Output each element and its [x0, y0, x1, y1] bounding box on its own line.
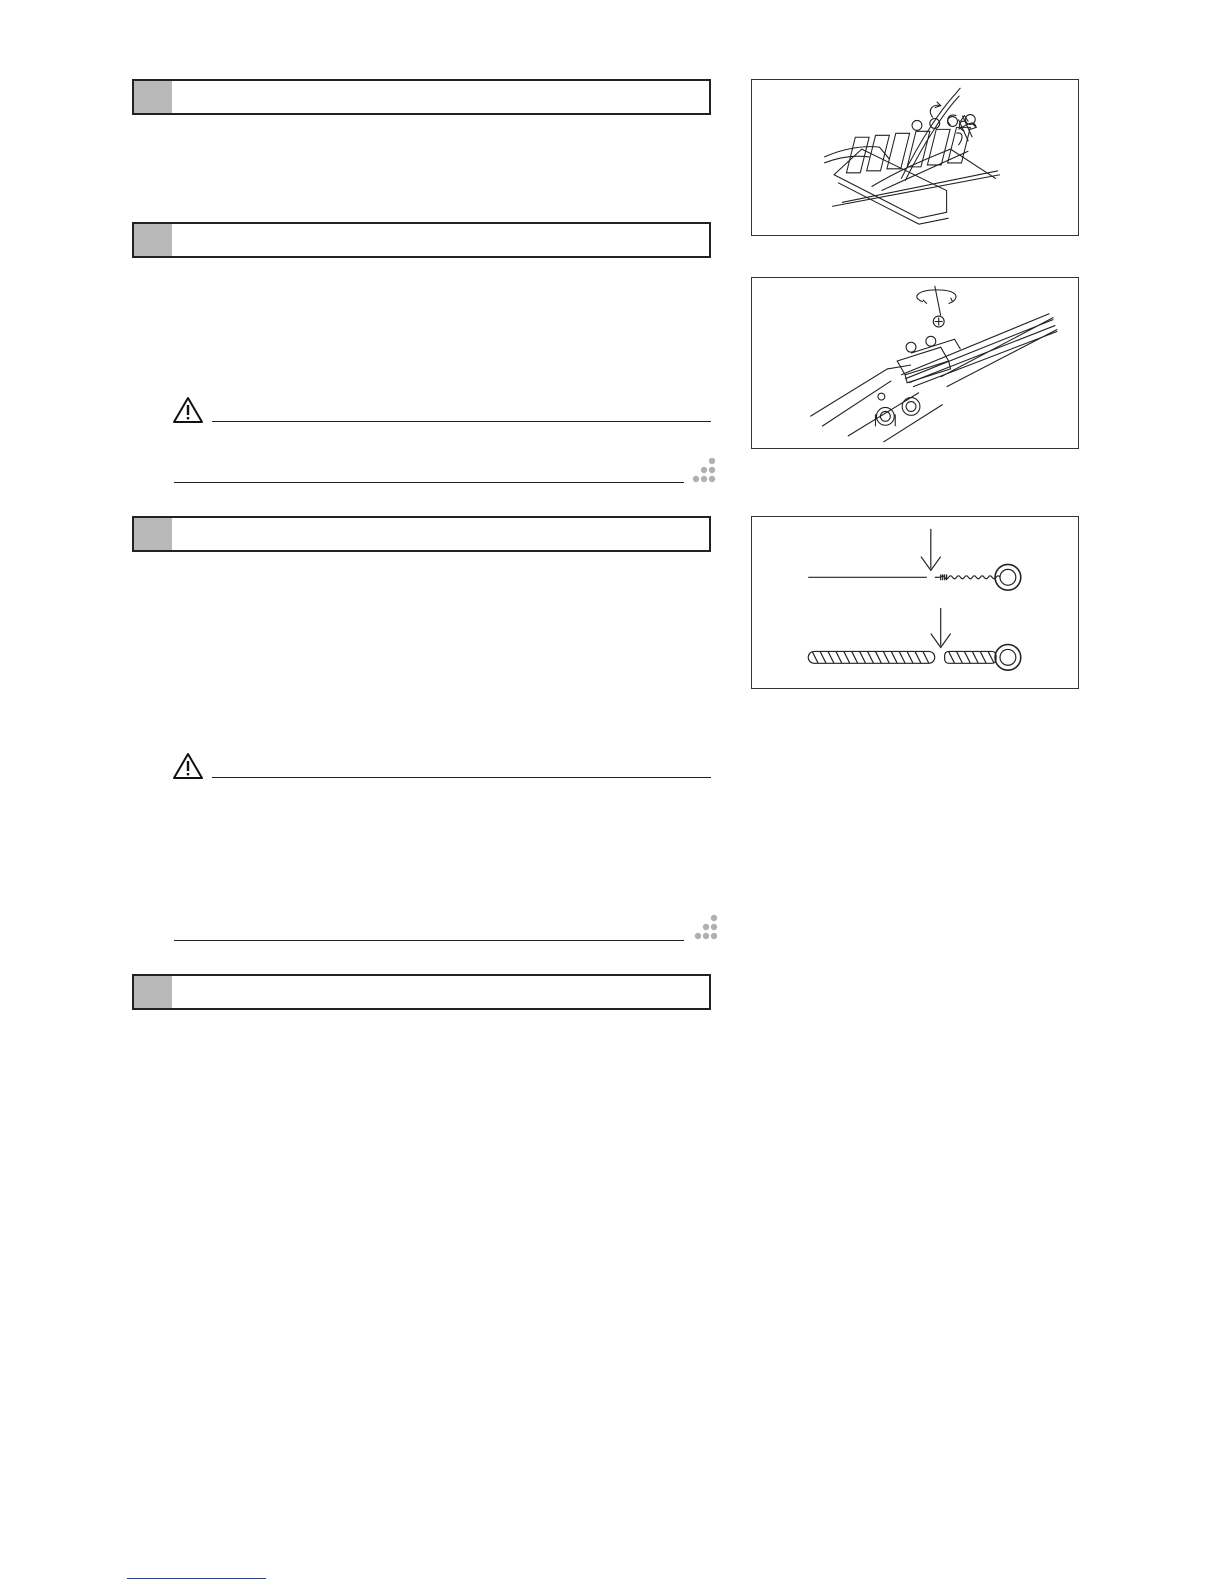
- section-header-3: [132, 516, 711, 552]
- end-mark-dots-icon: [688, 913, 718, 943]
- caution-rule: [212, 421, 711, 422]
- section-header-1: [132, 79, 711, 115]
- section-tab: [134, 518, 172, 550]
- warning-triangle-icon: [172, 752, 204, 780]
- warning-triangle-icon: [172, 396, 204, 424]
- caution-rule: [212, 777, 711, 778]
- caution-end-rule: [174, 940, 684, 941]
- footer-link[interactable]: [127, 1578, 266, 1579]
- caution-end-rule: [174, 482, 684, 483]
- figure-tremolo-bridge: [751, 79, 1079, 236]
- locking-nut-illustration: [752, 278, 1078, 448]
- section-header-4: [132, 974, 711, 1010]
- figure-locking-nut: [751, 277, 1079, 449]
- section-tab: [134, 224, 172, 256]
- tremolo-bridge-illustration: [752, 80, 1078, 235]
- string-break-point-illustration: [752, 517, 1078, 688]
- figure-string-break-point: [751, 516, 1079, 689]
- section-tab: [134, 81, 172, 113]
- section-header-2: [132, 222, 711, 258]
- section-tab: [134, 976, 172, 1008]
- end-mark-dots-icon: [686, 456, 716, 486]
